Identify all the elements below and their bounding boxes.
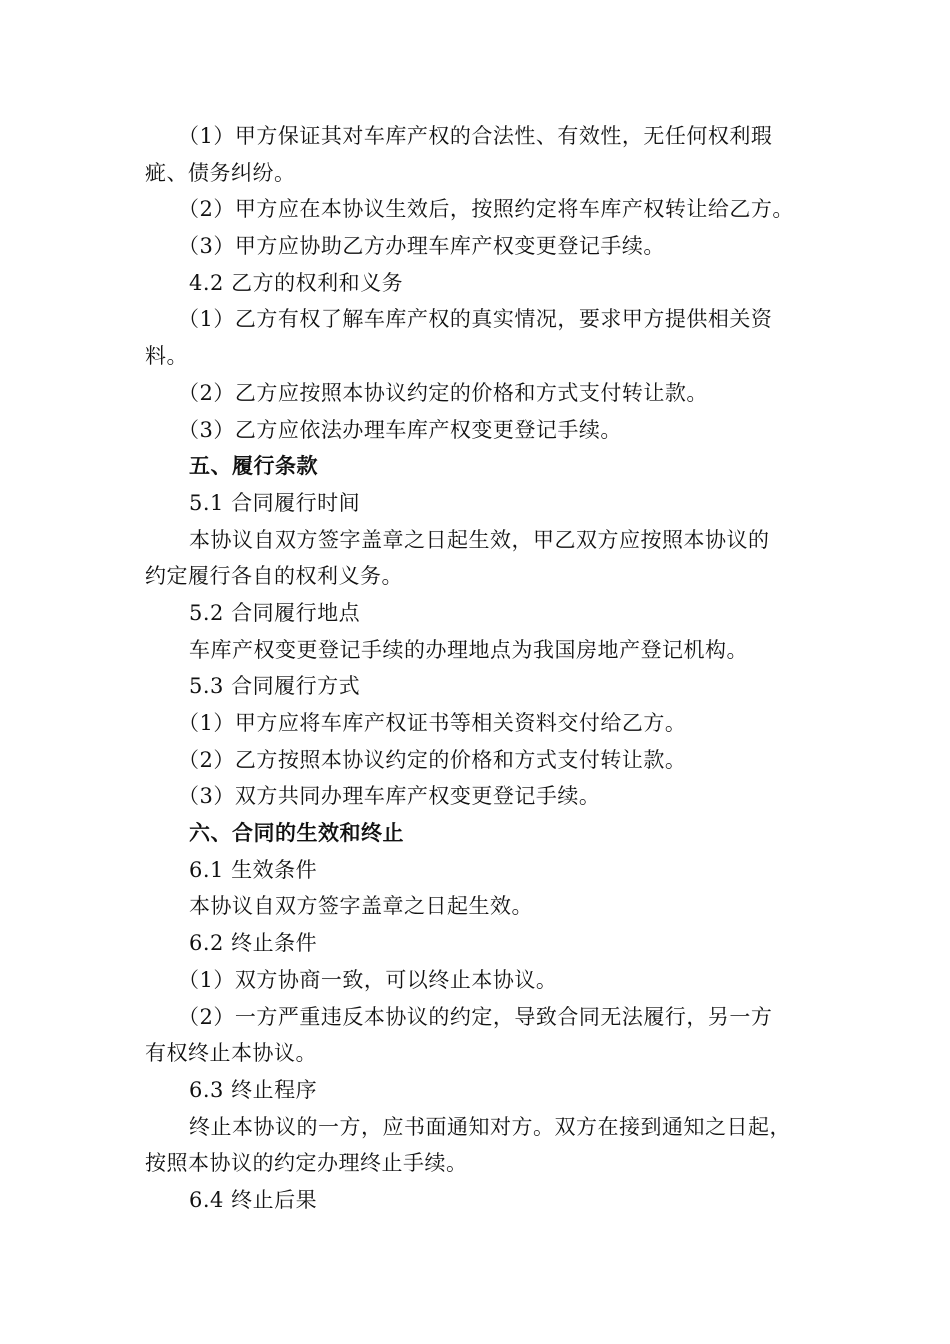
clause-6-2-item-2-continuation: 有权终止本协议。 [145, 1041, 317, 1066]
clause-4-1-item-1: （1）甲方保证其对车库产权的合法性、有效性，无任何权利瑕 [178, 124, 773, 148]
clause-5-1-text-continuation: 约定履行各自的权利义务。 [145, 564, 403, 589]
clause-6-3-text-continuation: 按照本协议的约定办理终止手续。 [145, 1151, 468, 1176]
clause-6-2-item-1: （1）双方协商一致，可以终止本协议。 [178, 967, 558, 992]
clause-4-2-item-2: （2）乙方应按照本协议约定的价格和方式支付转让款。 [178, 380, 708, 405]
document-body [145, 118, 825, 1219]
subheading-5-2: 5.2 合同履行地点 [189, 600, 361, 625]
subheading-6-2: 6.2 终止条件 [189, 931, 318, 956]
section-heading-5: 五、履行条款 [189, 453, 318, 479]
subheading-5-1: 5.1 合同履行时间 [189, 490, 361, 515]
subheading-4-2: 4.2 乙方的权利和义务 [189, 270, 404, 295]
subheading-6-1: 6.1 生效条件 [189, 857, 318, 882]
clause-4-1-item-1-continuation: 疵、债务纠纷。 [145, 160, 296, 185]
clause-6-1-text: 本协议自双方签字盖章之日起生效。 [189, 894, 533, 919]
clause-5-3-item-3: （3）双方共同办理车库产权变更登记手续。 [178, 784, 601, 809]
section-heading-6: 六、合同的生效和终止 [189, 820, 404, 846]
subheading-6-3: 6.3 终止程序 [189, 1077, 318, 1102]
clause-6-2-item-2: （2）一方严重违反本协议的约定，导致合同无法履行，另一方 [178, 1004, 773, 1029]
clause-5-1-text: 本协议自双方签字盖章之日起生效，甲乙双方应按照本协议的 [189, 527, 770, 552]
clause-4-2-item-1: （1）乙方有权了解车库产权的真实情况，要求甲方提供相关资 [178, 307, 773, 332]
subheading-5-3: 5.3 合同履行方式 [189, 674, 361, 699]
clause-6-3-text: 终止本协议的一方，应书面通知对方。双方在接到通知之日起， [189, 1114, 791, 1139]
clause-5-3-item-1: （1）甲方应将车库产权证书等相关资料交付给乙方。 [178, 711, 687, 735]
clause-5-2-text: 车库产权变更登记手续的办理地点为我国房地产登记机构。 [189, 637, 748, 662]
clause-5-3-item-2: （2）乙方按照本协议约定的价格和方式支付转让款。 [178, 747, 687, 772]
clause-4-2-item-1-continuation: 料。 [145, 344, 188, 369]
clause-4-2-item-3: （3）乙方应依法办理车库产权变更登记手续。 [178, 417, 622, 442]
clause-4-1-item-2: （2）甲方应在本协议生效后，按照约定将车库产权转让给乙方。 [178, 197, 794, 222]
clause-4-1-item-3: （3）甲方应协助乙方办理车库产权变更登记手续。 [178, 234, 665, 259]
subheading-6-4: 6.4 终止后果 [189, 1187, 318, 1212]
